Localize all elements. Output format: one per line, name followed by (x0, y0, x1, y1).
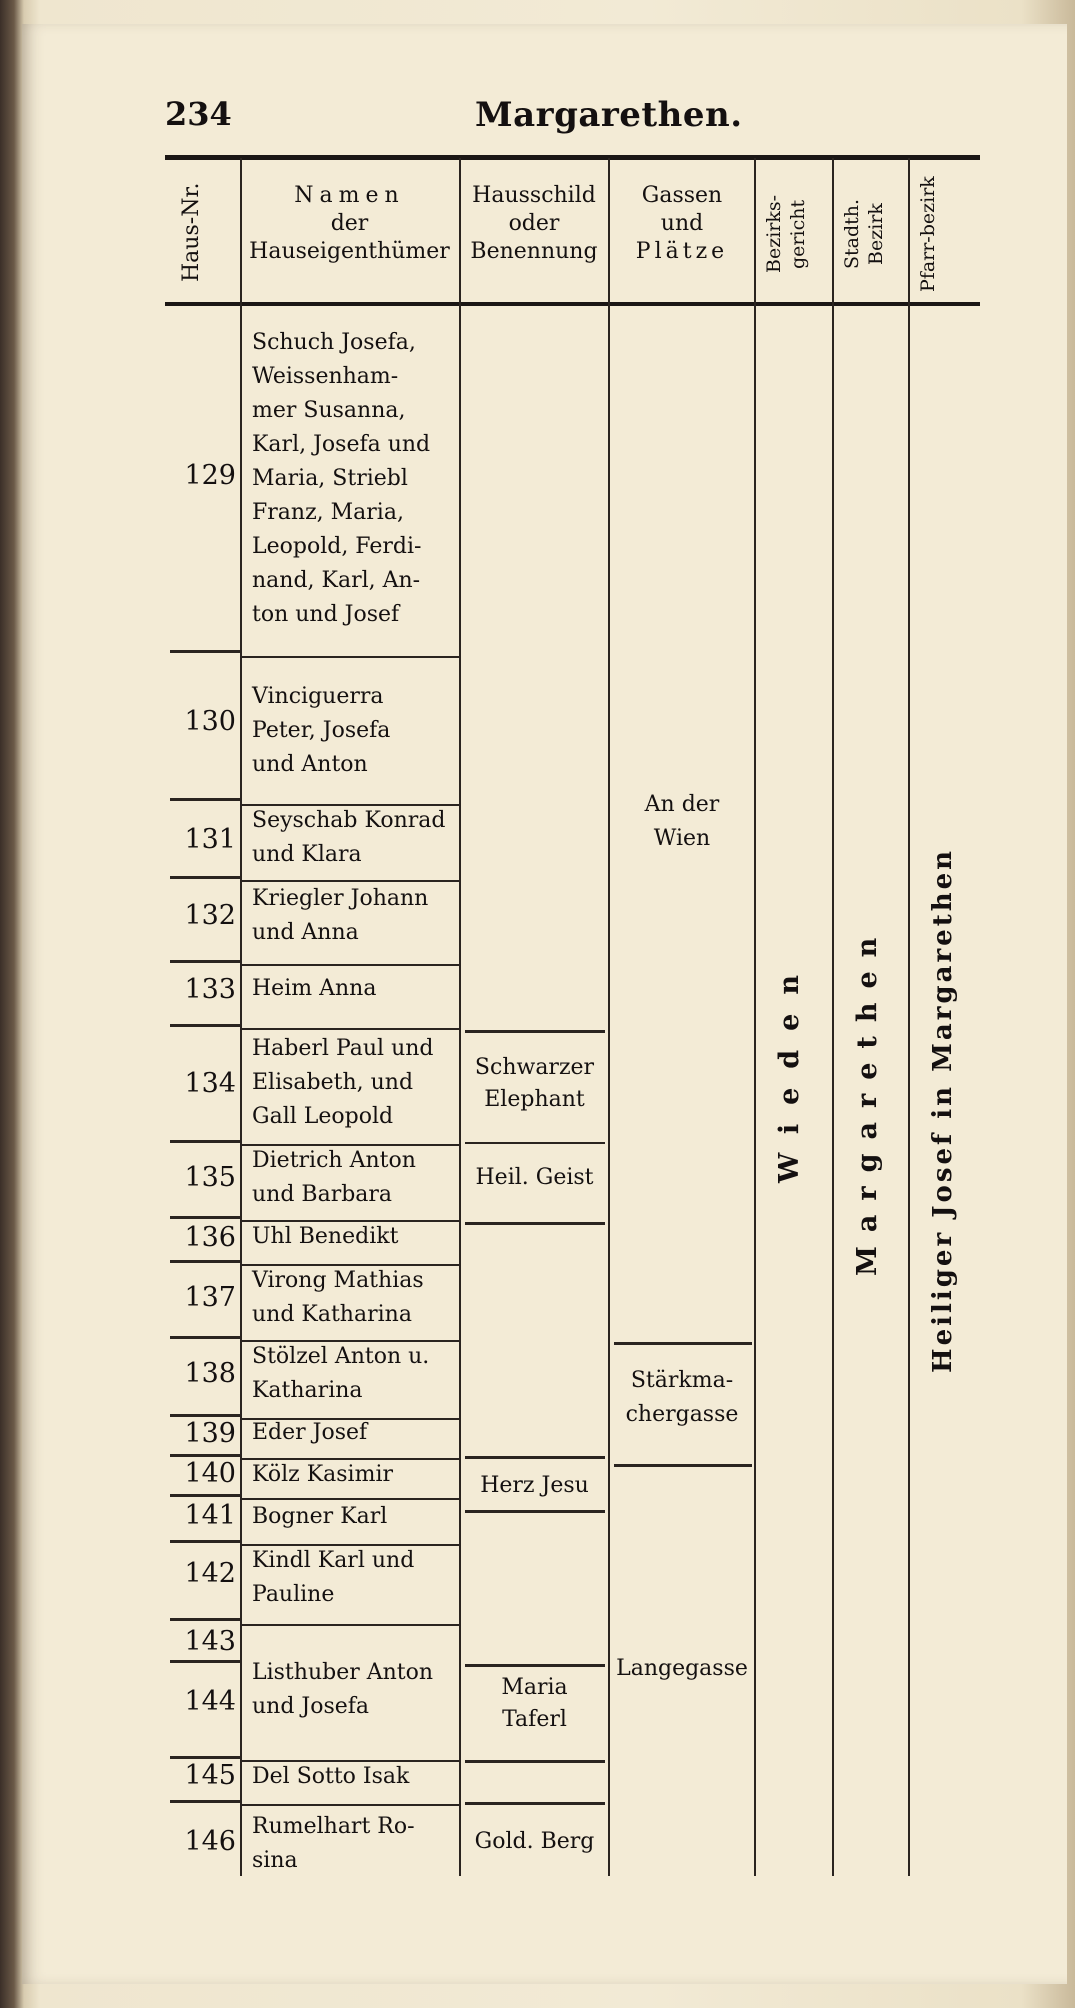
row-separator (170, 1800, 240, 1803)
row-separator (170, 1336, 240, 1339)
street-langegasse (612, 1652, 752, 1686)
sign-separator (465, 1664, 605, 1667)
house-sign (462, 1470, 607, 1502)
house-number: 137 (184, 1282, 236, 1313)
city-district-label: Margarethen (852, 923, 883, 1277)
sign-line: Taferl (502, 1707, 567, 1732)
owner-line: Katharina (252, 1378, 363, 1403)
street-separator (614, 1342, 752, 1345)
owner-names (252, 882, 457, 950)
col-head-owners (242, 182, 457, 266)
street-line: chergasse (625, 1402, 739, 1427)
sign-separator (465, 1510, 605, 1513)
owner-line: Del Sotto Isak (252, 1764, 410, 1789)
owner-line: Uhl Benedikt (252, 1224, 399, 1249)
col-head-owners-line: Hauseigenthümer (249, 239, 450, 264)
owner-line: Vinciguerra (252, 684, 384, 709)
owner-line: und Katharina (252, 1302, 412, 1327)
row-separator (240, 1028, 459, 1030)
owner-line: Schuch Josefa, (252, 330, 416, 355)
sign-line: Maria (501, 1675, 568, 1700)
col-head-house-no: Haus-Nr. (179, 182, 204, 282)
sign-line: Schwarzer (474, 1055, 595, 1080)
owner-line: Pauline (252, 1582, 335, 1607)
page-header (165, 95, 985, 145)
house-number: 146 (184, 1826, 236, 1857)
sign-separator (465, 1760, 605, 1763)
row-separator (170, 1140, 240, 1143)
house-number: 134 (184, 1068, 236, 1099)
house-number: 136 (184, 1222, 236, 1253)
house-number: 131 (184, 824, 236, 855)
column-divider (832, 158, 834, 1876)
owner-line: Bogner Karl (252, 1504, 388, 1529)
house-sign (462, 1672, 607, 1736)
row-separator (240, 1624, 459, 1626)
owner-line: nand, Karl, An- (252, 568, 421, 593)
owner-line: Eder Josef (252, 1420, 368, 1445)
street-line: Langegasse (616, 1656, 748, 1681)
owner-names (252, 1760, 457, 1794)
street-line: Stärkma- (630, 1368, 734, 1393)
running-head: Margarethen. (475, 95, 743, 135)
house-number: 129 (184, 460, 236, 491)
owner-line: Maria, Striebl (252, 466, 408, 491)
owner-names (252, 1458, 457, 1492)
owner-names (252, 972, 457, 1006)
col-head-sign-line: oder (508, 211, 560, 236)
sign-separator (465, 1030, 605, 1033)
column-divider (608, 158, 610, 1876)
owner-line: und Anna (252, 920, 359, 945)
street-separator (614, 1464, 752, 1467)
sign-line: Heil. Geist (475, 1165, 594, 1190)
owner-line: Haberl Paul und (252, 1036, 434, 1061)
house-sign (462, 1826, 607, 1858)
row-separator (170, 798, 240, 801)
owner-names (252, 1264, 457, 1332)
owner-line: Listhuber Anton (252, 1660, 434, 1685)
sign-separator (465, 1802, 605, 1805)
owner-line: Elisabeth, und (252, 1070, 414, 1095)
owner-line: ton und Josef (252, 602, 400, 627)
col-head-owners-line: der (330, 211, 369, 236)
header-rule (165, 302, 980, 306)
district-court-label: Wieden (774, 956, 805, 1184)
owner-names (252, 680, 457, 782)
row-separator (170, 650, 240, 653)
col-head-streets-line: und (660, 211, 704, 236)
row-separator (170, 1260, 240, 1263)
owner-line: Franz, Maria, (252, 500, 404, 525)
owner-line: Kölz Kasimir (252, 1462, 394, 1487)
sign-line: Herz Jesu (480, 1473, 589, 1498)
owner-line: und Josefa (252, 1694, 370, 1719)
owner-line: und Barbara (252, 1182, 393, 1207)
owner-names (252, 1656, 457, 1724)
owner-line: Gall Leopold (252, 1104, 394, 1129)
house-number: 130 (184, 706, 236, 737)
owner-line: Dietrich Anton (252, 1148, 416, 1173)
col-head-streets (610, 182, 754, 266)
row-separator (170, 1454, 240, 1457)
house-sign (462, 1052, 607, 1116)
owner-line: und Klara (252, 842, 362, 867)
sign-separator (465, 1222, 605, 1225)
col-head-sign-line: Hausschild (472, 183, 596, 208)
row-separator (240, 964, 459, 966)
street-line: An der (644, 792, 720, 817)
sign-line: Gold. Berg (474, 1829, 595, 1854)
col-head-streets-line: Gassen (641, 183, 723, 208)
row-separator (170, 1216, 240, 1219)
owner-line: Seyschab Konrad (252, 808, 446, 833)
owner-line: Virong Mathias (252, 1268, 424, 1293)
col-head-city-district: Stadth. Bezirk (841, 198, 887, 270)
row-separator (170, 876, 240, 879)
top-rule (165, 155, 980, 160)
owner-line: Karl, Josefa und (252, 432, 431, 457)
col-head-sign-line: Benennung (470, 239, 598, 264)
page-number: 234 (165, 95, 232, 133)
owner-names (252, 1810, 457, 1878)
house-number: 145 (184, 1760, 236, 1791)
row-separator (170, 960, 240, 963)
row-separator (170, 1618, 240, 1621)
owner-line: Kriegler Johann (252, 886, 429, 911)
house-number: 141 (184, 1500, 236, 1531)
street-an-der-wien (612, 788, 752, 856)
house-sign (462, 1162, 607, 1194)
house-number: 143 (184, 1626, 236, 1657)
row-separator (170, 1756, 240, 1759)
sign-separator (465, 1456, 605, 1459)
owner-line: mer Susanna, (252, 398, 406, 423)
owner-names (252, 1500, 457, 1534)
owner-line: Peter, Josefa (252, 718, 391, 743)
owner-names (252, 1340, 457, 1408)
row-separator (170, 1660, 240, 1663)
col-head-district-court: Bezirks-gericht (763, 194, 809, 274)
house-number: 133 (184, 974, 236, 1005)
column-divider (754, 158, 756, 1876)
column-divider (240, 158, 242, 1876)
row-separator (170, 1414, 240, 1417)
owner-names (252, 326, 457, 632)
house-number: 132 (184, 900, 236, 931)
house-number: 142 (184, 1558, 236, 1589)
owner-line: Kindl Karl und (252, 1548, 415, 1573)
row-separator (240, 1804, 459, 1806)
owner-names (252, 1144, 457, 1212)
street-staerkmachergasse (612, 1364, 752, 1432)
owner-line: Heim Anna (252, 976, 377, 1001)
house-number: 139 (184, 1418, 236, 1449)
owner-names (252, 804, 457, 872)
col-head-streets-line: Plätze (635, 239, 729, 264)
owner-line: Weissenham- (252, 364, 399, 389)
owner-line: Stölzel Anton u. (252, 1344, 430, 1369)
sign-separator (465, 1142, 605, 1144)
house-number: 140 (184, 1458, 236, 1489)
col-head-sign (461, 182, 607, 266)
column-divider (459, 158, 461, 1876)
row-separator (240, 656, 459, 658)
owner-line: sina (252, 1848, 298, 1873)
col-head-parish: Pfarr-bezirk (917, 176, 939, 292)
house-number: 138 (184, 1358, 236, 1389)
column-divider (908, 158, 910, 1876)
owner-names (252, 1032, 457, 1134)
sign-line: Elephant (484, 1087, 585, 1112)
owner-line: Leopold, Ferdi- (252, 534, 422, 559)
parish-label: Heiliger Josef in Margarethen (928, 847, 958, 1373)
owner-names (252, 1416, 457, 1450)
street-line: Wien (653, 826, 711, 851)
house-number: 144 (184, 1686, 236, 1717)
owner-names (252, 1220, 457, 1254)
col-head-owners-line: Namen (294, 183, 405, 208)
row-separator (170, 1494, 240, 1497)
house-number: 135 (184, 1162, 236, 1193)
owner-line: und Anton (252, 752, 368, 777)
owner-names (252, 1544, 457, 1612)
row-separator (170, 1540, 240, 1543)
row-separator (170, 1024, 240, 1027)
owner-line: Rumelhart Ro- (252, 1814, 415, 1839)
